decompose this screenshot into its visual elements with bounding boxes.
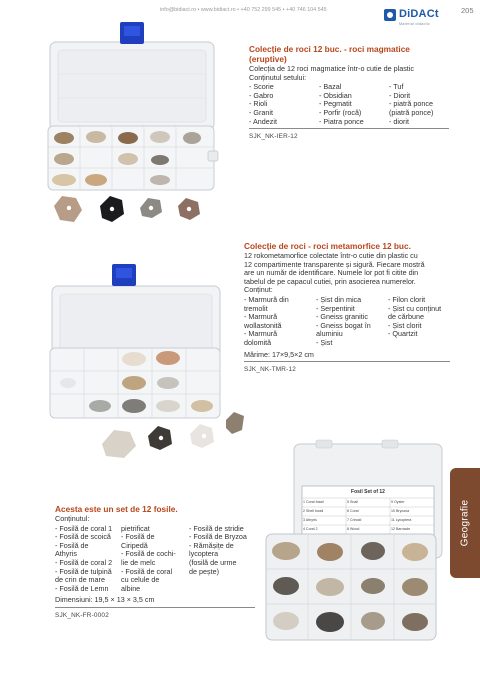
list-item: - Gabro — [249, 90, 274, 100]
lid-label-cell: 2 Shell fossil — [303, 508, 324, 513]
metamorphic-desc-4: tabelul de pe capacul cutiei, prin asocierea numerelor. — [244, 276, 416, 286]
magmatic-product-code: SJK_NK-IER-12 — [249, 133, 298, 141]
magmatic-section — [249, 44, 449, 142]
metamorphic-desc-5: Conținut: — [244, 285, 273, 295]
list-item: - Marmură — [244, 312, 278, 322]
list-item: - Pegmatit — [319, 99, 352, 109]
list-item: - Marmură — [244, 329, 278, 339]
lid-label-cell: 8 Wood — [347, 526, 360, 531]
list-item: - Fosilă de scoică — [55, 532, 111, 542]
list-item: - Fosilă de cochi- — [121, 549, 176, 559]
metamorphic-desc-1: 12 rokometamorfice colectate într-o cutie din plastic cu — [244, 251, 418, 260]
divider — [55, 607, 255, 608]
list-item: - Marmură din — [244, 294, 289, 304]
list-item: cu celule de — [121, 575, 160, 585]
fossils-photo — [258, 438, 448, 650]
fossils-title: Acesta este un set de 12 fosile. — [55, 504, 178, 514]
magmatic-title: Colecție de roci 12 buc. - roci magmatice (eruptive) — [249, 44, 410, 64]
metamorphic-product-code: SJK_NK-TMR-12 — [244, 366, 296, 374]
list-item: pietrificat — [121, 523, 150, 533]
fossils-dimensions: Dimensiuni: 19,5 × 13 × 3,5 cm — [55, 595, 155, 605]
category-tab-label: Geografie — [459, 499, 471, 547]
lid-label-cell: 5 Snail — [347, 499, 358, 504]
logo-subtitle: Material didactic — [399, 22, 431, 26]
list-item: lycoptera — [189, 549, 219, 559]
magmatic-contents-list — [249, 83, 449, 126]
list-item: - Porfir (rocă) — [319, 107, 362, 117]
metamorphic-desc-2: 12 compartimente transparente și sigură. Fiecare mostră — [244, 259, 425, 269]
list-item: - Andezit — [249, 116, 277, 126]
metamorphic-title: Colecție de roci - roci metamorfice 12 buc. — [244, 241, 411, 251]
list-item: - Bazal — [319, 82, 342, 92]
list-item: - Tuf — [389, 82, 404, 92]
lid-label-cell: 10 Bryozoa — [391, 508, 410, 513]
magmatic-desc-1: Colecția de 12 roci magmatice într-o cutie de plastic — [249, 64, 414, 73]
list-item: - Șist — [316, 337, 333, 347]
lid-label-cell: 4 Coral 2 — [303, 526, 318, 531]
list-item: (fosilă de urme — [189, 557, 237, 567]
fossils-product-code: SJK_NK-FR-0002 — [55, 611, 109, 619]
list-item: - Fosilă de Lemn — [55, 583, 109, 593]
metamorphic-contents-list — [244, 296, 450, 348]
lid-label-cell: 11 Lycoptera — [391, 517, 412, 522]
list-item: - Gneiss bogat în — [316, 320, 371, 330]
divider — [244, 361, 450, 362]
list-item: - Șist cu conținut — [388, 303, 442, 313]
list-item: - Diorit — [389, 90, 411, 100]
logo-icon — [384, 9, 396, 21]
list-item: - Fosilă de coral — [121, 566, 173, 576]
list-item: tremolit — [244, 303, 268, 313]
list-item: - Filon clorit — [388, 294, 426, 304]
list-item: - Rioli — [249, 99, 268, 109]
fossils-section — [55, 504, 255, 621]
list-item: - Șist clorit — [388, 320, 422, 330]
metamorphic-desc-3: are un număr de identificare. Numele lor pot fi citite din — [244, 268, 419, 278]
logo-text: DiDACt — [399, 8, 439, 20]
lid-label-cell: 1 Coral fossil — [303, 499, 324, 504]
category-tab[interactable] — [450, 468, 480, 578]
list-item: albine — [121, 583, 141, 593]
metamorphic-dimensions: Mărime: 17×9,5×2 cm — [244, 349, 314, 359]
list-item: - Gneiss granitic — [316, 312, 368, 322]
lid-label-cell: 12 Barnacle — [391, 526, 411, 531]
lid-label-title: Fosil Set of 12 — [351, 489, 385, 495]
lid-label-cell: 3 Athyris — [303, 517, 317, 522]
magmatic-desc-2: Conținutul setului: — [249, 72, 307, 82]
list-item: (piatră ponce) — [389, 107, 434, 117]
list-item: - Serpentinit — [316, 303, 355, 313]
list-item: Ciripedă — [121, 540, 148, 550]
list-item: - diorit — [389, 116, 409, 126]
list-item: de crin de mare — [55, 575, 105, 585]
list-item: - piatră ponce — [389, 99, 433, 109]
brand-logo — [384, 4, 439, 26]
list-item: wollastonită — [244, 320, 282, 330]
list-item: - Rămășițe de — [189, 540, 234, 550]
list-item: - Fosilă de stridie — [189, 523, 244, 533]
list-item: de cărbune — [388, 312, 424, 322]
lid-label-cell: 7 Crinoid — [347, 517, 362, 522]
list-item: lie de melc — [121, 557, 156, 567]
lid-label-cell: 9 Oyster — [391, 499, 405, 504]
list-item: - Scorie — [249, 82, 274, 92]
fossils-contents-list — [55, 525, 255, 594]
list-item: - Granit — [249, 107, 273, 117]
fossils-desc: Conținutul: — [55, 514, 90, 523]
list-item: aluminiu — [316, 329, 343, 339]
header-contacts: info@bidiact.ro • www.bidiact.ro • +40 752 299 545 • +40 746 104 545 — [160, 7, 327, 13]
magmatic-rocks-photo — [40, 20, 240, 232]
list-item: - Quartzit — [388, 329, 418, 339]
page-number: 205 — [461, 6, 474, 15]
lid-label-cell: 6 Coral — [347, 508, 359, 513]
list-item: - Fosilă de — [55, 540, 89, 550]
list-item: - Fosilă de tulpină — [55, 566, 112, 576]
list-item: - Șist din mica — [316, 294, 362, 304]
list-item: de pește) — [189, 566, 219, 576]
list-item: - Fosilă de Bryzoa — [189, 532, 247, 542]
list-item: - Fosilă de coral 1 — [55, 523, 113, 533]
list-item: - Piatra ponce — [319, 116, 364, 126]
list-item: - Obsidian — [319, 90, 352, 100]
metamorphic-section — [244, 241, 450, 375]
divider — [249, 128, 449, 129]
metamorphic-rocks-photo — [44, 262, 244, 474]
list-item: Athyris — [55, 549, 77, 559]
list-item: dolomită — [244, 337, 272, 347]
list-item: - Fosilă de — [121, 532, 155, 542]
list-item: - Fosilă de coral 2 — [55, 557, 113, 567]
